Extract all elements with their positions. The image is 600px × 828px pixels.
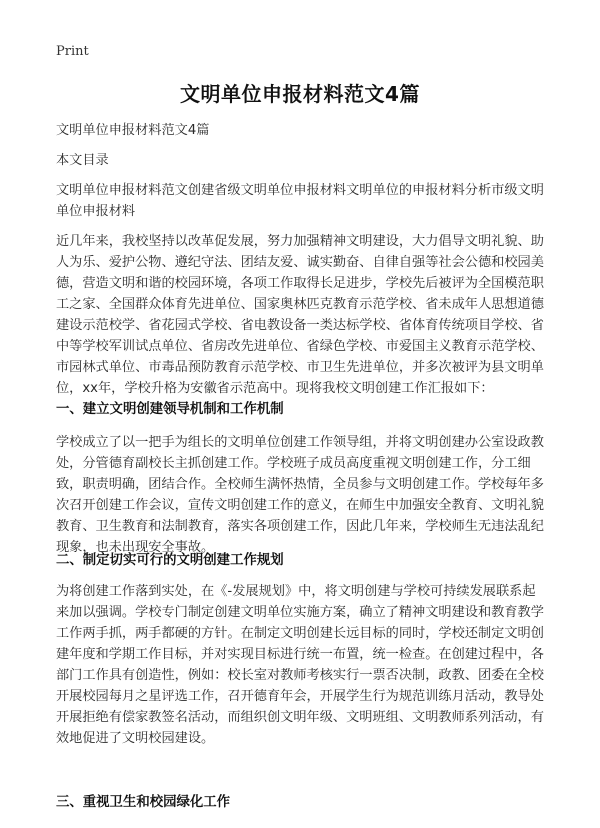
print-link[interactable]: Print — [56, 44, 89, 59]
section-2-heading: 二、制定切实可行的文明创建工作规划 — [56, 553, 284, 568]
toc-entries: 文明单位申报材料范文创建省级文明单位申报材料文明单位的申报材料分析市级文明单位申报材料 — [56, 183, 544, 219]
section-2-paragraph: 为将创建工作落到实处，在《-发展规划》中，将文明创建与学校可持续发展联系起来加以强调。学校专门制定创建文明单位实施方案，确立了精神文明建设和教育教学工作两手抓，两手都硬的方针。在制定文明创建长远目标的同时，学校还制定文明创建年度和学期工作目标，并对实现目标进行统一布置，统一检查。在创建过程中，各部门工作具有创造性，例如：校长室对教师考核实行一票否决制，政教、团委在全校开展校园每月之星评选工作，召开德育年会，开展学生行为规范训练月活动，教导处开展拒绝有偿家教签名活动，而组织创文明年级、文明班组、文明教师系列活动，有效地促进了文明校园建设。 — [56, 584, 544, 746]
section-1-heading: 一、建立文明创建领导机制和工作机制 — [56, 402, 284, 417]
toc-label: 本文目录 — [56, 153, 109, 168]
document-title: 文明单位申报材料范文4篇 — [180, 82, 420, 106]
section-1-paragraph: 学校成立了以一把手为组长的文明单位创建工作领导组，并将文明创建办公室设政教处，分管德育副校长主抓创建工作。学校班子成员高度重视文明创建工作，分工细致，职责明确，团结合作。全校师生满怀热情，全员参与文明创建工作。学校每年多次召开创建工作会议，宣传文明创建工作的意义，在师生中加强安全教育、文明礼貌教育、卫生教育和法制教育，落实各项创建工作，因此几年来，学校师生无违法乱纪现象，也未出现安全事故。 — [56, 435, 544, 555]
section-3-heading: 三、重视卫生和校园绿化工作 — [56, 795, 231, 810]
document-subtitle: 文明单位申报材料范文4篇 — [56, 123, 210, 138]
intro-paragraph: 近几年来，我校坚持以改革促发展，努力加强精神文明建设，大力倡导文明礼貌、助人为乐、爱护公物、遵纪守法、团结友爱、诚实勤奋、自律自强等社会公德和校园美德，营造文明和谐的校园环境，各项工作取得长足进步，学校先后被评为全国模范职工之家、全国群众体育先进单位、国家奥林匹克教育示范学校、省未成年人思想道德建设示范校学、省花园式学校、省电教设备一类达标学校、省体育传统项目学校、省中等学校军训试点单位、省房改先进单位、省绿色学校、市爱国主义教育示范学校、市园林式单位、市毒品预防教育示范学校、市卫生先进单位，并多次被评为县文明单位，xx年，学校升格为安徽省示范高中。现将我校文明创建工作汇报如下： — [56, 234, 544, 396]
